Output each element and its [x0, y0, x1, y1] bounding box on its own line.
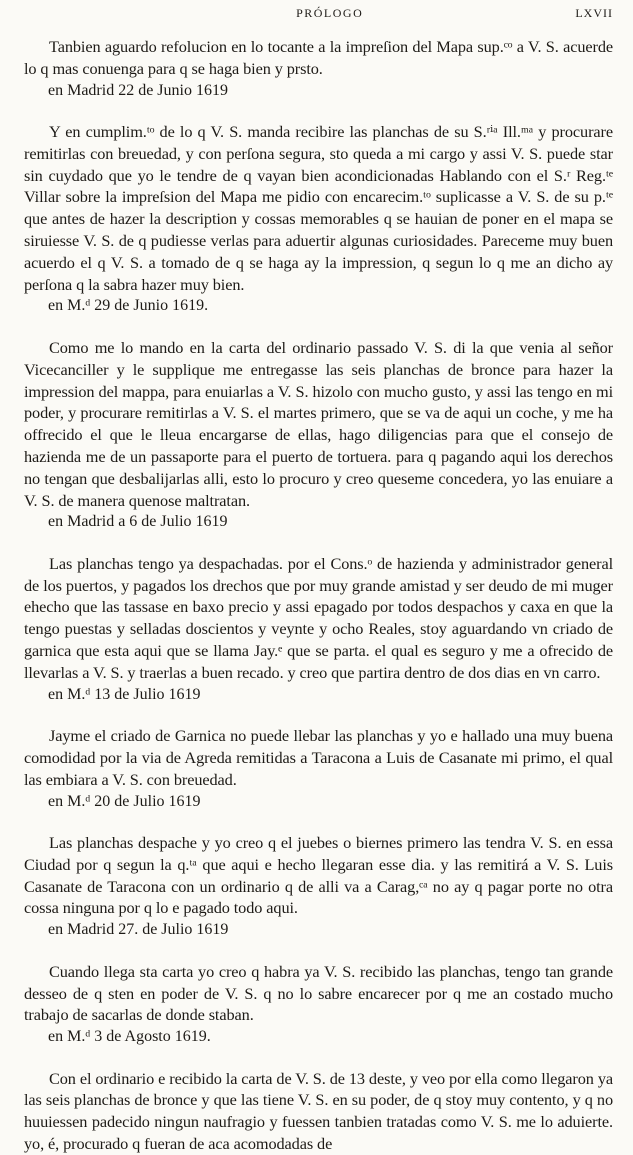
- letter-entry: [24, 725, 613, 812]
- letter-paragraph: Y en cumplim.ᵗᵒ de lo q V. S. manda recibire las planchas de su S.ʳⁱᵃ Ill.ᵐᵃ y procurare remitirlas con breuedad, y con perſona segura, sto queda a mi cargo y assi V. S. puede star sin cuydado que yo le tendre de q vayan bien acondicionadas Hablando con el S.ʳ Reg.ᵗᵉ Villar sobre la impreſsion del Mapa me pidio con encarecim.ᵗᵒ suplicasse a V. S. de su p.ᵗᵉ que antes de hazer la description y cossas memorables q se hauian de poner en el mapa se siruiesse V. S. de q pudiesse verlas para aduertir algunas curiosidades. Pareceme muy buen acuerdo el q V. S. a tomado de q se haga ay la impression, q segun lo q me an dicho ay perſona q la sabra hazer muy bien.: [24, 122, 613, 294]
- letter-dateline: en M.ᵈ 29 de Junio 1619.: [48, 297, 209, 315]
- letter-entry: [24, 553, 613, 705]
- letter-entry: [24, 832, 613, 941]
- letter-entry: [24, 121, 613, 317]
- letter-paragraph: Tanbien aguardo refolucion en lo tocante a la impreſion del Mapa sup.ᶜᵒ a V. S. acuerde lo q mas conuenga para q se haga bien y prsto.: [24, 37, 613, 78]
- running-header: [24, 6, 613, 24]
- running-title: PRÓLOGO: [296, 6, 364, 20]
- letter-entry: [24, 337, 613, 533]
- letter-dateline: en Madrid 22 de Junio 1619: [48, 81, 228, 99]
- letter-entry: [24, 1068, 613, 1155]
- letter-dateline: en M.ᵈ 13 de Julio 1619: [48, 685, 201, 703]
- letter-dateline: en M.ᵈ 3 de Agosto 1619.: [48, 1028, 211, 1046]
- letter-entry: [24, 961, 613, 1048]
- page-number: LXVII: [575, 6, 613, 20]
- letter-paragraph: Las planchas despache y yo creo q el juebes o biernes primero las tendra V. S. en essa Ciudad por q segun la q.ᵗᵃ que aqui e hecho llegaran esse dia. y las remitirá a V. S. Luis Casanate de Taracona con un ordinario q de alli va a Carag,ᶜᵃ no ay q pagar porte no otra cossa ninguna por q lo e pagado todo aqui.: [24, 833, 613, 918]
- letter-paragraph: Con el ordinario e recibido la carta de V. S. de 13 deste, y veo por ella como llegaron ya las seis planchas de bronce y que las tiene V. S. en su poder, de q stoy muy contento, y q no huuiessen padecido ningun naufragio y fuessen tanbien tratadas como V. S. me lo aduierte. yo, é, procurado q fueran de aca acomodadas de: [24, 1068, 613, 1153]
- letter-paragraph: Cuando llega sta carta yo creo q habra ya V. S. recibido las planchas, tengo tan grande desseo de q sten en poder de V. S. q no lo sabre encarecer por q me an costado mucho trabajo de sacarlas de donde staban.: [24, 961, 613, 1025]
- letter-paragraph: Como me lo mando en la carta del ordinario passado V. S. di la que venia al señor Vicecanciller y le supplique me entregasse las seis planchas de bronce para hazer la impression del mappa, para enuiarlas a V. S. hizolo con mucho gusto, y assi las tengo en mi poder, y procurare remitirlas a V. S. el martes primero, que se va de aqui un coche, y me ha offrecido el que le lleua encargarse de ellas, hago diligencias para que el consejo de hazienda me de un passaporte para el puerto de tortuera. para q pagando aqui los derechos no tengan que desbalijarlas alli, esto lo procuro y creo queseme concedera, yo las enuiare a V. S. de manera quenose maltratan.: [24, 337, 613, 510]
- letter-dateline: en Madrid a 6 de Julio 1619: [48, 513, 228, 531]
- letter-entry: [24, 36, 613, 101]
- letter-dateline: en Madrid 27. de Julio 1619: [48, 921, 229, 939]
- letter-paragraph: Jayme el criado de Garnica no puede llebar las planchas y yo e hallado una muy buena comodidad por la via de Agreda remitidas a Taracona a Luis de Casanate mi primo, el qual las embiara a V. S. con breuedad.: [24, 726, 613, 789]
- letter-dateline: en M.ᵈ 20 de Julio 1619: [48, 792, 201, 810]
- letter-paragraph: Las planchas tengo ya despachadas. por el Cons.ᵒ de hazienda y administrador general de los puertos, y pagados los drechos que por muy grande amistad y ser deudo de mi muger ehecho que las tassase en baxo precio y assi epagado por todos despachos y caxa en que la tengo puestas y selladas doscientos y veynte y ocho Reales, stoy aguardando vn criado de garnica que esta aqui que se llama Jay.ᵉ que se parta. el qual es seguro y me a ofrecido de llevarlas a V. S. y traerlas a buen recado. y creo que partira dentro de dos dias en vn carro.: [24, 553, 613, 682]
